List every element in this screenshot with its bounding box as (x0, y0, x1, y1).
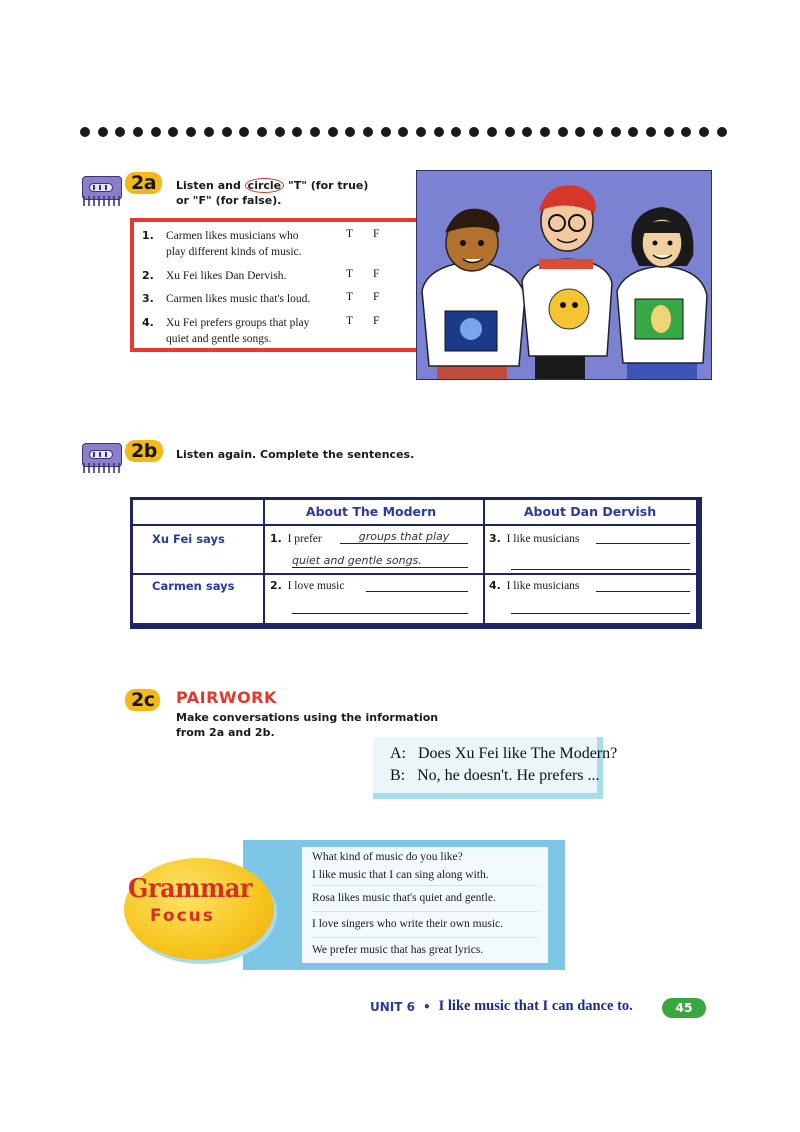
true-option-3[interactable]: T (346, 291, 354, 303)
decorative-dot (292, 127, 302, 137)
decorative-dot (416, 127, 426, 137)
statement-2: 2. (142, 269, 154, 282)
decorative-dot (151, 127, 161, 137)
column-header-dan-dervish: About Dan Dervish (523, 504, 657, 519)
decorative-dot (98, 127, 108, 137)
decorative-dot (628, 127, 638, 137)
grammar-line-4: I love singers who write their own music. (312, 912, 538, 938)
speaker-a: A: (390, 745, 406, 762)
dialog-line-a (390, 745, 617, 763)
decorative-dot (646, 127, 656, 137)
cassette-tape-icon-lines (83, 463, 123, 473)
statement-4-text: Xu Fei prefers groups that play quiet and gentle songs. (166, 317, 310, 345)
unit-label: UNIT 6 (370, 999, 415, 1014)
decorative-dot (186, 127, 196, 137)
grammar-line-1: What kind of music do you like? (312, 851, 463, 863)
unit-title: I like music that I can dance to. (438, 998, 633, 1014)
decorative-dot (540, 127, 550, 137)
false-option-4[interactable]: F (373, 315, 380, 327)
grammar-focus-title: Grammar (128, 874, 253, 904)
sentence-1: 1. I prefer (270, 532, 322, 545)
statement-3: 3. (142, 292, 154, 305)
exercise-badge-2b: 2b (125, 440, 163, 462)
grammar-line-2: I like music that I can sing along with. (312, 866, 538, 886)
speaker-b: B: (390, 767, 406, 784)
grammar-focus-subtitle: Focus (150, 906, 215, 926)
decorative-dot (168, 127, 178, 137)
decorative-dot (310, 127, 320, 137)
sentence-3: 3. I like musicians (489, 532, 580, 545)
dialog-line-b (390, 767, 600, 785)
answer-1-line-1[interactable]: groups that play (340, 530, 468, 544)
decorative-dot (699, 127, 709, 137)
statement-3-text: Carmen likes music that's loud. (166, 293, 311, 305)
decorative-dot (133, 127, 143, 137)
row-label-carmen: Carmen says (152, 579, 235, 593)
cassette-tape-icon-lines (83, 196, 123, 206)
decorative-dot (222, 127, 232, 137)
answer-4-line-1[interactable] (596, 578, 690, 592)
false-option-3[interactable]: F (373, 291, 380, 303)
decorative-dot (505, 127, 515, 137)
instruction-2b: Listen again. Complete the sentences. (176, 448, 415, 461)
statement-1: 1. (142, 229, 154, 242)
decorative-dot (451, 127, 461, 137)
grammar-focus-card (302, 847, 548, 963)
decorative-dot (381, 127, 391, 137)
decorative-dot (363, 127, 373, 137)
footer-bullet: • (422, 999, 431, 1014)
statement-1-text: Carmen likes musicians who play different kinds of music. (166, 230, 302, 258)
grammar-line-5: We prefer music that has great lyrics. (312, 944, 484, 956)
answer-3-line-2[interactable] (511, 556, 690, 570)
kids-illustration-svg (417, 171, 712, 380)
answer-2-line-2[interactable] (292, 600, 468, 614)
column-header-modern: About The Modern (305, 504, 437, 519)
statement-2-text: Xu Fei likes Dan Dervish. (166, 270, 287, 282)
decorative-dot (434, 127, 444, 137)
decorative-dot-rule (72, 124, 732, 140)
decorative-dot (522, 127, 532, 137)
true-option-1[interactable]: T (346, 228, 354, 240)
decorative-dot (681, 127, 691, 137)
decorative-dot (558, 127, 568, 137)
kid-middle-figure (522, 185, 612, 380)
row-label-xu-fei: Xu Fei says (152, 532, 225, 546)
answer-4-line-2[interactable] (511, 600, 690, 614)
instruction-2a: Listen and circle "T" (for true) or "F" (for false). (176, 179, 369, 207)
page-number: 45 (662, 998, 706, 1018)
statement-4: 4. (142, 316, 154, 329)
dialog-text-b: No, he doesn't. He prefers ... (417, 767, 600, 784)
true-option-4[interactable]: T (346, 315, 354, 327)
decorative-dot (717, 127, 727, 137)
decorative-dot (611, 127, 621, 137)
decorative-dot (257, 127, 267, 137)
grammar-line-3: Rosa likes music that's quiet and gentle. (312, 886, 538, 912)
decorative-dot (487, 127, 497, 137)
answer-2-line-1[interactable] (366, 578, 468, 592)
exercise-badge-2c: 2c (125, 689, 160, 711)
exercise-badge-2a: 2a (125, 172, 162, 194)
true-option-2[interactable]: T (346, 268, 354, 280)
sentence-2: 2. I love music (270, 579, 345, 592)
kid-left-figure (422, 209, 525, 380)
decorative-dot (664, 127, 674, 137)
answer-1-line-2[interactable]: quiet and gentle songs. (292, 554, 468, 568)
decorative-dot (115, 127, 125, 137)
decorative-dot (328, 127, 338, 137)
decorative-dot (593, 127, 603, 137)
dialog-text-a: Does Xu Fei like The Modern? (418, 745, 618, 762)
sentence-4: 4. I like musicians (489, 579, 580, 592)
decorative-dot (575, 127, 585, 137)
instruction-2c: Make conversations using the information from 2a and 2b. (176, 711, 439, 739)
false-option-1[interactable]: F (373, 228, 380, 240)
kid-right-figure (617, 207, 707, 380)
decorative-dot (275, 127, 285, 137)
page-footer (370, 998, 633, 1015)
decorative-dot (398, 127, 408, 137)
decorative-dot (345, 127, 355, 137)
three-kids-illustration (416, 170, 712, 380)
decorative-dot (80, 127, 90, 137)
false-option-2[interactable]: F (373, 268, 380, 280)
answer-3-line-1[interactable] (596, 530, 690, 544)
decorative-dot (469, 127, 479, 137)
decorative-dot (239, 127, 249, 137)
pairwork-title: PAIRWORK (176, 688, 277, 707)
decorative-dot (204, 127, 214, 137)
